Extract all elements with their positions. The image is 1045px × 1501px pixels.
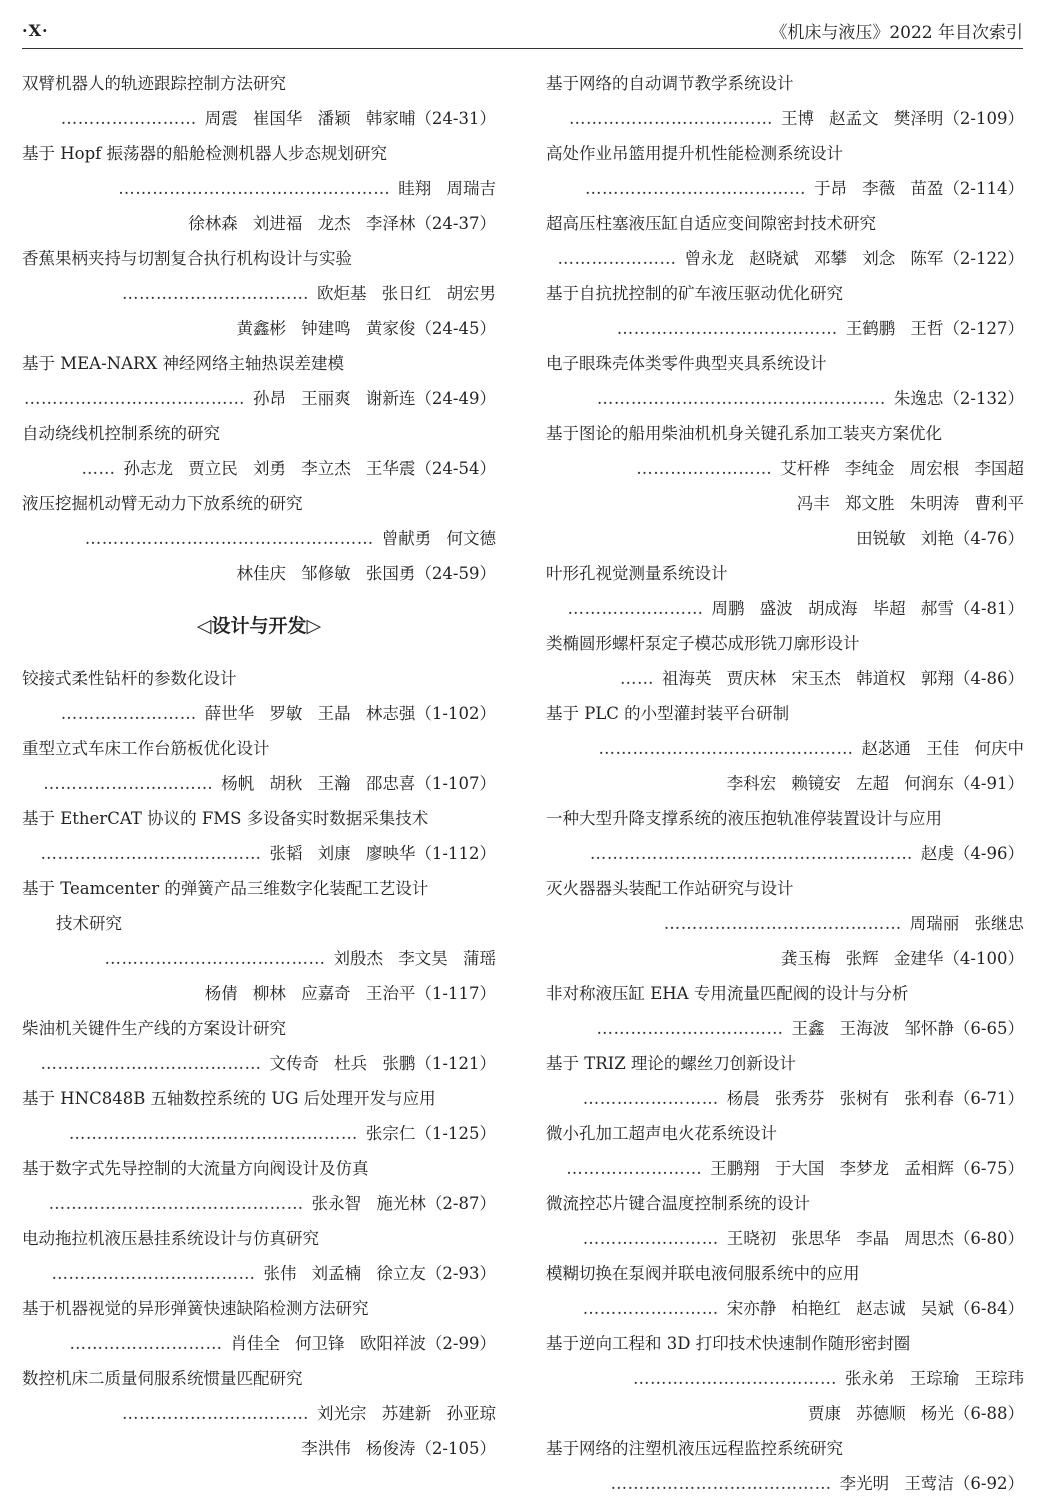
authors-and-issue: 王鹏翔 于大国 李梦龙 孟相辉（6-75）: [710, 1159, 1024, 1178]
article-title[interactable]: 基于 MEA-NARX 神经网络主轴热误差建模: [22, 354, 344, 373]
authors-and-issue: 曾永龙 赵晓斌 邓攀 刘念 陈军（2-122）: [684, 249, 1024, 268]
index-entry: [546, 276, 1024, 346]
author-line: [546, 521, 1024, 556]
authors-and-issue: 王鹤鹏 王哲（2-127）: [845, 319, 1024, 338]
article-title[interactable]: 液压挖掘机动臂无动力下放系统的研究: [22, 494, 303, 513]
author-line: [22, 1046, 496, 1081]
author-line: [22, 556, 496, 591]
authors-and-issue: 孙昂 王丽爽 谢新连（24-49）: [252, 389, 496, 408]
authors-and-issue: 李洪伟 杨俊涛（2-105）: [301, 1439, 496, 1458]
author-line: [546, 311, 1024, 346]
article-title[interactable]: 灭火器器头装配工作站研究与设计: [546, 879, 794, 898]
authors-and-issue: 龚玉梅 张辉 金建华（4-100）: [780, 949, 1024, 968]
leader-dots: ……………………………………………: [84, 529, 374, 548]
article-title[interactable]: 基于 Teamcenter 的弹簧产品三维数字化装配工艺设计: [22, 879, 429, 898]
leader-dots: ……………………………………………: [596, 389, 886, 408]
author-line: [22, 1431, 496, 1466]
index-entry: [22, 871, 496, 1011]
index-entry: [546, 1326, 1024, 1431]
index-entry: [22, 731, 496, 801]
leader-dots: ………………………………………: [48, 1194, 304, 1213]
index-entry: [546, 1046, 1024, 1116]
article-title[interactable]: 类椭圆形螺杆泵定子模芯成形铣刀廓形设计: [546, 634, 860, 653]
leader-dots: ……………………: [60, 109, 197, 128]
author-line: [546, 836, 1024, 871]
author-line: [546, 1361, 1024, 1396]
article-title[interactable]: 基于机器视觉的异形弹簧快速缺陷检测方法研究: [22, 1299, 369, 1318]
article-title[interactable]: 自动绕线机控制系统的研究: [22, 424, 220, 443]
section-heading: ◁设计与开发▷: [196, 615, 322, 637]
author-line: [546, 1011, 1024, 1046]
article-title[interactable]: 重型立式车床工作台筋板优化设计: [22, 739, 270, 758]
author-line: [546, 1221, 1024, 1256]
leader-dots: …………………: [557, 249, 677, 268]
article-title[interactable]: 技术研究: [56, 914, 122, 933]
authors-and-issue: 赵虔（4-96）: [920, 844, 1024, 863]
author-line: [22, 276, 496, 311]
authors-and-issue: 朱逸忠（2-132）: [893, 389, 1024, 408]
left-column: [22, 66, 496, 1466]
authors-and-issue: 王晓初 张思华 李晶 周思杰（6-80）: [726, 1229, 1024, 1248]
author-line: [22, 836, 496, 871]
article-title[interactable]: 铰接式柔性钻杆的参数化设计: [22, 669, 237, 688]
authors-and-issue: 杨晨 张秀芬 张树有 张利春（6-71）: [726, 1089, 1024, 1108]
leader-dots: ……………………: [567, 599, 704, 618]
index-entry: [546, 626, 1024, 696]
index-entry: [22, 1081, 496, 1151]
author-line: [546, 941, 1024, 976]
article-title[interactable]: 电动拖拉机液压悬挂系统设计与仿真研究: [22, 1229, 319, 1248]
authors-and-issue: 王鑫 王海波 邹怀静（6-65）: [791, 1019, 1024, 1038]
leader-dots: ……………………: [582, 1089, 719, 1108]
index-entry: [546, 871, 1024, 976]
article-title[interactable]: 基于 PLC 的小型灌封装平台研制: [546, 704, 790, 723]
leader-dots: ………………………………: [51, 1264, 256, 1283]
article-title[interactable]: 基于 EtherCAT 协议的 FMS 多设备实时数据采集技术: [22, 809, 429, 828]
authors-and-issue: 眭翔 周瑞吉: [398, 179, 496, 198]
authors-and-issue: 于昂 李薇 苗盈（2-114）: [813, 179, 1024, 198]
article-title[interactable]: 非对称液压缸 EHA 专用流量匹配阀的设计与分析: [546, 984, 909, 1003]
authors-and-issue: 刘殷杰 李文昊 蒲瑶: [333, 949, 496, 968]
leader-dots: …………………………………: [616, 319, 838, 338]
index-entry: [546, 556, 1024, 626]
leader-dots: …………………………………………: [118, 179, 391, 198]
authors-and-issue: 杨倩 柳林 应嘉奇 王治平（1-117）: [204, 984, 496, 1003]
author-line: [22, 766, 496, 801]
article-title[interactable]: 电子眼珠壳体类零件典型夹具系统设计: [546, 354, 827, 373]
index-entry: [546, 416, 1024, 556]
author-line: [22, 521, 496, 556]
leader-dots: ……………………: [60, 704, 197, 723]
author-line: [546, 1396, 1024, 1431]
article-title[interactable]: 基于 Hopf 振荡器的船舱检测机器人步态规划研究: [22, 144, 387, 163]
leader-dots: ……………………: [566, 1159, 703, 1178]
author-line: [22, 1256, 496, 1291]
authors-and-issue: 张伟 刘孟楠 徐立友（2-93）: [263, 1264, 496, 1283]
article-title[interactable]: 一种大型升降支撑系统的液压抱轨准停装置设计与应用: [546, 809, 942, 828]
leader-dots: …………………………………: [40, 1054, 262, 1073]
author-line: [22, 976, 496, 1011]
index-entry: [22, 1011, 496, 1081]
authors-and-issue: 赵苾通 王佳 何庆中: [861, 739, 1024, 758]
author-line: [546, 381, 1024, 416]
index-entry: [546, 1256, 1024, 1326]
author-line: [22, 1186, 496, 1221]
leader-dots: ……………………………………: [663, 914, 902, 933]
article-title[interactable]: 超高压柱塞液压缸自适应变间隙密封技术研究: [546, 214, 876, 233]
index-entry: [546, 976, 1024, 1046]
leader-dots: ……………………………………………: [68, 1124, 358, 1143]
article-title[interactable]: 双臂机器人的轨迹跟踪控制方法研究: [22, 74, 286, 93]
author-line: [546, 661, 1024, 696]
index-entry: [22, 661, 496, 731]
author-line: [22, 941, 496, 976]
article-title[interactable]: 微小孔加工超声电火花系统设计: [546, 1124, 777, 1143]
page-number: ·X·: [22, 20, 49, 40]
leader-dots: ……………………………: [122, 284, 309, 303]
authors-and-issue: 艾杆桦 李纯金 周宏根 李国超: [780, 459, 1024, 478]
article-title[interactable]: 香蕉果柄夹持与切割复合执行机构设计与实验: [22, 249, 352, 268]
article-title[interactable]: 基于逆向工程和 3D 打印技术快速制作随形密封圈: [546, 1334, 911, 1353]
author-line: [22, 206, 496, 241]
authors-and-issue: 孙志龙 贾立民 刘勇 李立杰 王华震（24-54）: [123, 459, 496, 478]
authors-and-issue: 张宗仁（1-125）: [365, 1124, 496, 1143]
index-entry: [546, 206, 1024, 276]
leader-dots: ……………………: [582, 1229, 719, 1248]
leader-dots: ……………………: [636, 459, 773, 478]
leader-dots: ………………………………………: [598, 739, 854, 758]
index-entry: [22, 416, 496, 486]
authors-and-issue: 祖海英 贾庆林 宋玉杰 韩道权 郭翔（4-86）: [661, 669, 1024, 688]
index-entry: [546, 1116, 1024, 1186]
index-entry: [22, 66, 496, 136]
article-title[interactable]: 基于自抗扰控制的矿车液压驱动优化研究: [546, 284, 843, 303]
authors-and-issue: 黄鑫彬 钟建鸣 黄家俊（24-45）: [236, 319, 496, 338]
authors-and-issue: 林佳庆 邹修敏 张国勇（24-59）: [236, 564, 496, 583]
index-entry: [546, 696, 1024, 801]
index-entry: [546, 136, 1024, 206]
index-entry: [546, 1431, 1024, 1501]
authors-and-issue: 贾康 苏德顺 杨光（6-88）: [807, 1404, 1024, 1423]
leader-dots: ……: [619, 669, 654, 688]
leader-dots: …………………………………: [23, 389, 245, 408]
index-entry: [22, 136, 496, 241]
index-entry: [546, 66, 1024, 136]
article-title[interactable]: 基于 HNC848B 五轴数控系统的 UG 后处理开发与应用: [22, 1089, 436, 1108]
author-line: [546, 241, 1024, 276]
index-entry: [22, 1221, 496, 1291]
index-entry: [546, 801, 1024, 871]
index-entry: [22, 486, 496, 591]
authors-and-issue: 刘光宗 苏建新 孙亚琼: [317, 1404, 496, 1423]
authors-and-issue: 周瑞丽 张继忠: [909, 914, 1024, 933]
article-title[interactable]: 基于网络的注塑机液压远程监控系统研究: [546, 1439, 843, 1458]
leader-dots: ……………………………: [122, 1404, 309, 1423]
author-line: [546, 451, 1024, 486]
authors-and-issue: 薛世华 罗敏 王晶 林志强（1-102）: [204, 704, 496, 723]
article-title[interactable]: 微流控芯片键合温度控制系统的设计: [546, 1194, 810, 1213]
index-entry: [22, 1361, 496, 1466]
authors-and-issue: 李光明 王莺洁（6-92）: [839, 1474, 1024, 1493]
authors-and-issue: 周鹏 盛波 胡成海 毕超 郝雪（4-81）: [711, 599, 1024, 618]
leader-dots: ……………………: [582, 1299, 719, 1318]
authors-and-issue: 徐林森 刘进福 龙杰 李泽林（24-37）: [188, 214, 496, 233]
leader-dots: …………………………………: [40, 844, 262, 863]
author-line: [546, 486, 1024, 521]
article-title[interactable]: 基于数字式先导控制的大流量方向阀设计及仿真: [22, 1159, 369, 1178]
authors-and-issue: 王博 赵孟文 樊泽明（2-109）: [780, 109, 1024, 128]
author-line: [546, 1466, 1024, 1501]
author-line: [22, 1326, 496, 1361]
authors-and-issue: 文传奇 杜兵 张鹏（1-121）: [269, 1054, 496, 1073]
article-title[interactable]: 基于图论的船用柴油机机身关键孔系加工装夹方案优化: [546, 424, 942, 443]
authors-and-issue: 张韬 刘康 廖映华（1-112）: [269, 844, 496, 863]
author-line: [546, 731, 1024, 766]
authors-and-issue: 肖佳全 何卫锋 欧阳祥波（2-99）: [230, 1334, 496, 1353]
leader-dots: …………………………………: [104, 949, 326, 968]
author-line: [546, 1291, 1024, 1326]
page-header: [22, 12, 1023, 49]
index-entry: [22, 801, 496, 871]
article-title[interactable]: 高处作业吊篮用提升机性能检测系统设计: [546, 144, 843, 163]
authors-and-issue: 欧炬基 张日红 胡宏男: [317, 284, 496, 303]
author-line: [22, 311, 496, 346]
author-line: [546, 766, 1024, 801]
author-line: [546, 171, 1024, 206]
leader-dots: ………………………………: [633, 1369, 837, 1388]
article-title[interactable]: 柴油机关键件生产线的方案设计研究: [22, 1019, 286, 1038]
leader-dots: …………………………………: [584, 179, 806, 198]
article-title[interactable]: 数控机床二质量伺服系统惯量匹配研究: [22, 1369, 303, 1388]
authors-and-issue: 周震 崔国华 潘颖 韩家晡（24-31）: [204, 109, 496, 128]
author-line: [22, 696, 496, 731]
authors-and-issue: 杨帆 胡秋 王瀚 邵忠喜（1-107）: [221, 774, 496, 793]
article-title[interactable]: 基于 TRIZ 理论的螺丝刀创新设计: [546, 1054, 796, 1073]
index-entry: [22, 346, 496, 416]
leader-dots: ……………………………: [596, 1019, 784, 1038]
leader-dots: ………………………: [69, 1334, 223, 1353]
leader-dots: …………………………………………………: [589, 844, 913, 863]
author-line: [22, 381, 496, 416]
index-entry: [22, 1151, 496, 1221]
authors-and-issue: 李科宏 赖镜安 左超 何润东（4-91）: [726, 774, 1024, 793]
authors-and-issue: 张永智 施光林（2-87）: [311, 1194, 496, 1213]
author-line: [546, 591, 1024, 626]
authors-and-issue: 宋亦静 柏艳红 赵志诚 吴斌（6-84）: [726, 1299, 1024, 1318]
journal-title: 《机床与液压》2022 年目次索引: [770, 22, 1023, 43]
author-line: [546, 101, 1024, 136]
authors-and-issue: 张永弟 王琮瑜 王琮玮: [845, 1369, 1024, 1388]
leader-dots: ……: [81, 459, 116, 478]
leader-dots: …………………………: [43, 774, 214, 793]
author-line: [22, 171, 496, 206]
article-title[interactable]: 模糊切换在泵阀并联电液伺服系统中的应用: [546, 1264, 860, 1283]
author-line: [22, 451, 496, 486]
author-line: [546, 1081, 1024, 1116]
leader-dots: ………………………………: [568, 109, 773, 128]
author-line: [546, 906, 1024, 941]
article-title[interactable]: 基于网络的自动调节教学系统设计: [546, 74, 794, 93]
index-entry: [546, 346, 1024, 416]
leader-dots: …………………………………: [610, 1474, 832, 1493]
authors-and-issue: 曾献勇 何文德: [381, 529, 496, 548]
index-entry: [22, 241, 496, 346]
index-entry: [22, 1291, 496, 1361]
author-line: [22, 1396, 496, 1431]
author-line: [546, 1151, 1024, 1186]
authors-and-issue: 田锐敏 刘艳（4-76）: [856, 529, 1024, 548]
authors-and-issue: 冯丰 郑文胜 朱明涛 曹利平: [796, 494, 1024, 513]
index-entry: [546, 1186, 1024, 1256]
article-title[interactable]: 叶形孔视觉测量系统设计: [546, 564, 728, 583]
author-line: [22, 101, 496, 136]
author-line: [22, 1116, 496, 1151]
right-column: [546, 66, 1024, 1501]
